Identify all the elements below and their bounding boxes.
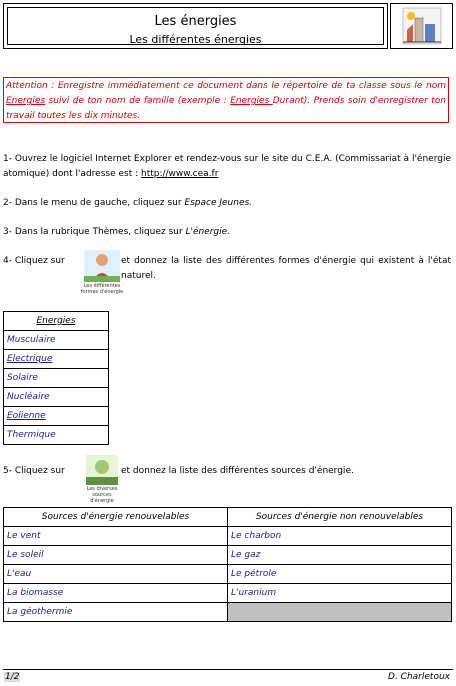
logo-box — [390, 3, 453, 49]
non-renewable-header: Sources d'énergie non renouvelables — [228, 508, 452, 527]
forms-energy-image-icon — [84, 250, 120, 282]
warning-text-2: suivi de ton nom de famille (exemple : — [45, 96, 231, 106]
table-row: Solaire — [4, 369, 109, 388]
sources-energy-thumbnail[interactable] — [86, 455, 118, 488]
step-2 — [3, 196, 451, 211]
forms-energy-thumbnail[interactable] — [84, 250, 120, 285]
non-renewable-cell: L'uranium — [228, 584, 452, 603]
page-number: 1/2 — [5, 672, 20, 682]
non-renewable-cell: Le charbon — [228, 527, 452, 546]
step-3 — [3, 225, 451, 240]
sources-table — [3, 507, 452, 622]
warning-name: Energies — [6, 96, 46, 106]
energies-table-header: Energies — [4, 312, 109, 331]
warning-example: Energies — [230, 96, 273, 106]
forms-energy-caption: Les différentes formes d'énergie — [80, 283, 124, 295]
table-row: Eolienne — [4, 407, 109, 426]
footer-divider — [3, 669, 453, 670]
table-row: Electrique — [4, 350, 109, 369]
cea-link[interactable]: http://www.cea.fr — [140, 169, 219, 179]
table-row: Musculaire — [4, 331, 109, 350]
renewable-cell: Le vent — [4, 527, 228, 546]
page-title: Les énergies — [154, 14, 237, 29]
step-4-prefix: 4- Cliquez sur — [3, 256, 65, 266]
header-inner-frame — [7, 7, 384, 45]
non-renewable-cell: Le gaz — [228, 546, 452, 565]
step-3-emphasis: L'énergie. — [185, 227, 231, 237]
sources-energy-image-icon — [86, 455, 118, 485]
warning-box — [3, 77, 449, 123]
header-box — [3, 3, 388, 49]
step-3-text: 3- Dans la rubrique Thèmes, cliquez sur — [3, 227, 186, 237]
warning-text-3: Durant). Prends soin d'enregistrer ton travail toutes les dix minutes. — [6, 96, 447, 121]
step-1 — [3, 152, 451, 182]
renewable-cell: La géothermie — [4, 603, 228, 622]
non-renewable-cell: Le pétrole — [228, 565, 452, 584]
energy-illustration-icon — [391, 4, 452, 48]
page-subtitle: Les différentes énergies — [129, 33, 262, 46]
renewable-cell: Le soleil — [4, 546, 228, 565]
warning-text-1: Attention : Enregistre immédiatement ce document dans le répertoire de ta classe sous le nom — [6, 81, 446, 91]
energies-table — [3, 311, 109, 445]
step-2-text: 2- Dans le menu de gauche, cliquez sur — [3, 198, 185, 208]
step-4-text: et donnez la liste des différentes formes d'énergie qui existent à l'état naturel. — [121, 256, 451, 281]
step-2-emphasis: Espace Jeunes. — [184, 198, 253, 208]
step-1-text: 1- Ouvrez le logiciel Internet Explorer et rendez-vous sur le site du C.E.A. (Commissariat à l'énergie atomique) dont l'adresse est : — [3, 154, 451, 179]
empty-grey-cell — [228, 603, 452, 622]
author-name: D. Charletoux — [388, 672, 450, 682]
renewable-cell: L'eau — [4, 565, 228, 584]
sources-energy-caption: Les diverses sources d'énergie — [86, 486, 118, 504]
renewable-header: Sources d'énergie renouvelables — [4, 508, 228, 527]
step-5-text: et donnez la liste des différentes sources d'énergie. — [121, 466, 354, 476]
table-row: Thermique — [4, 426, 109, 445]
renewable-cell: La biomasse — [4, 584, 228, 603]
step-5-prefix: 5- Cliquez sur — [3, 466, 65, 476]
table-row: Nucléaire — [4, 388, 109, 407]
